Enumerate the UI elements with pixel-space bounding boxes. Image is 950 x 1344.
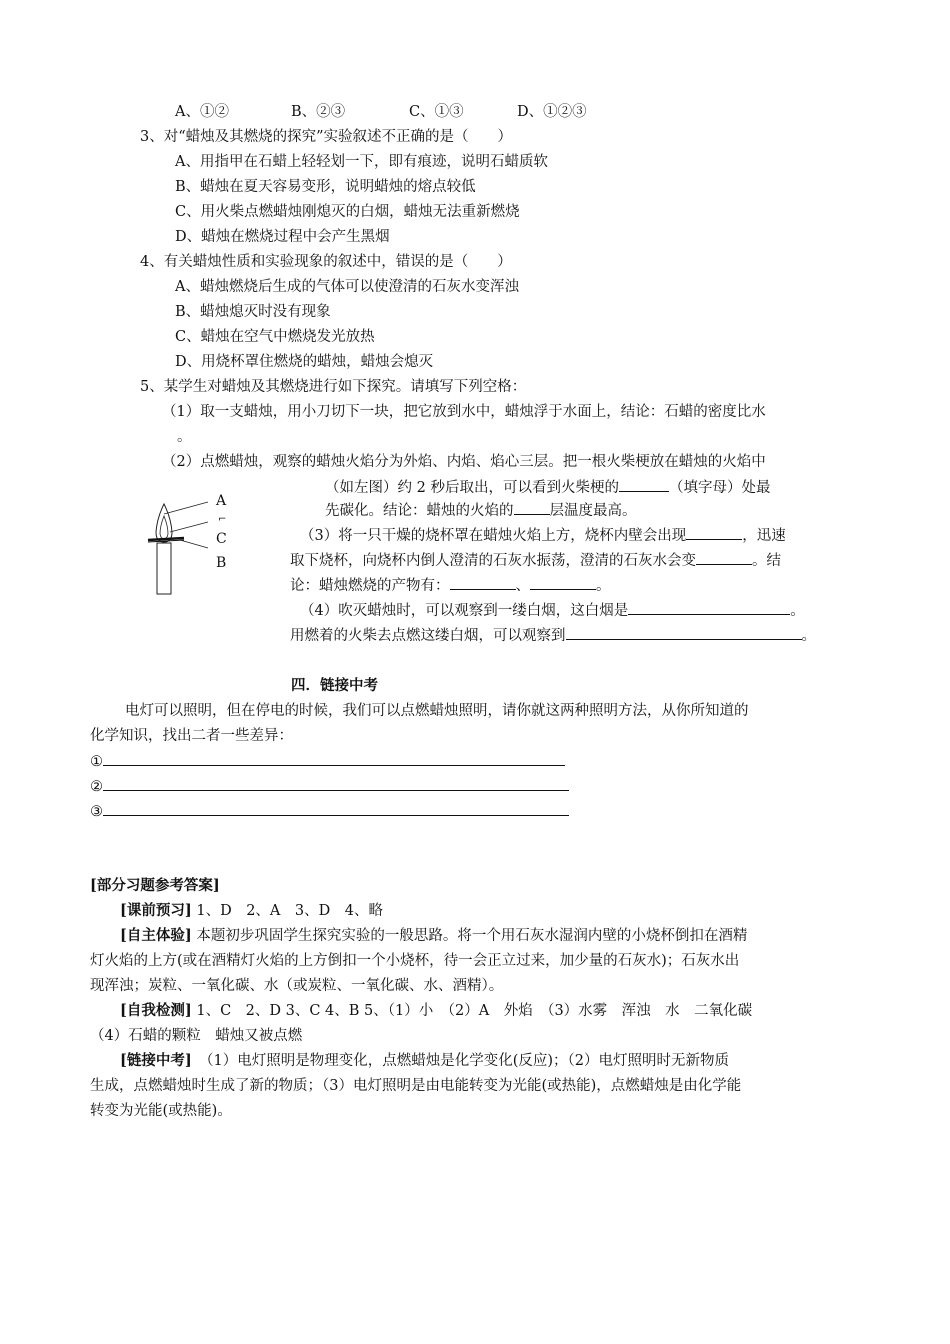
q2-option-b: B、②③ (291, 104, 346, 120)
q5-part3-line2b: 。结 (752, 553, 781, 569)
q5-part3-line1 (300, 525, 786, 546)
answers-self-line3: 现浑浊；炭粒、一氧化碳、水（或炭粒、一氧化碳、水、酒精）。 (90, 978, 504, 994)
q5-part1-line1: （1）取一支蜡烛，用小刀切下一块，把它放到水中，蜡烛浮于水面上，结论：石蜡的密度比水 (162, 404, 766, 420)
q5-part3-line2 (290, 550, 781, 571)
figure-label-a: A (216, 493, 227, 509)
q5-part4-line2b: 。 (801, 628, 816, 644)
q4-option-b: B、蜡烛熄灭时没有现象 (175, 304, 331, 320)
item-marker-1: ① (90, 754, 103, 770)
q3-stem: 3、对“蜡烛及其燃烧的探究”实验叙述不正确的是（ ） (140, 129, 513, 145)
q5-part2-line2 (325, 477, 770, 498)
q4-stem: 4、有关蜡烛性质和实验现象的叙述中，错误的是（ ） (140, 254, 512, 270)
candle-flame-icon (156, 504, 172, 542)
difference-blank-1[interactable] (103, 751, 565, 766)
q5-part3-line3a: 论：蜡烛燃烧的产物有： (290, 578, 450, 594)
q2-option-a: A、①② (175, 104, 229, 120)
link-label: [链接中考] (120, 1052, 192, 1069)
difference-item-2 (90, 776, 569, 797)
link-text-1: （1）电灯照明是物理变化，点燃蜡烛是化学变化(反应)；（2）电灯照明时无新物质 (191, 1053, 729, 1069)
difference-item-3 (90, 801, 569, 822)
blank-product-2[interactable] (530, 575, 596, 590)
q3-option-b: B、蜡烛在夏天容易变形，说明蜡烛的熔点较低 (175, 179, 476, 195)
q2-option-d: D、①②③ (517, 104, 587, 120)
q5-part2-line3b: 层温度最高。 (549, 503, 637, 519)
q3-option-a: A、用指甲在石蜡上轻轻划一下，即有痕迹，说明石蜡质软 (175, 154, 548, 170)
q4-option-d: D、用烧杯罩住燃烧的蜡烛，蜡烛会熄灭 (175, 354, 434, 370)
q4-option-c: C、蜡烛在空气中燃烧发光放热 (175, 329, 375, 345)
preview-label: [课前预习] (120, 902, 192, 919)
figure-label-b: B (216, 555, 227, 571)
q5-stem: 5、某学生对蜡烛及其燃烧进行如下探究。请填写下列空格： (140, 379, 527, 395)
self-label: [自主体验] (120, 927, 192, 944)
q5-part3-line3 (290, 575, 611, 596)
q3-option-d: D、蜡烛在燃烧过程中会产生黑烟 (175, 229, 390, 245)
section4-line1: 电灯可以照明，但在停电的时候，我们可以点燃蜡烛照明，请你就这两种照明方法，从你所知道的 (125, 703, 749, 719)
answers-title: [部分习题参考答案] (90, 877, 220, 894)
answers-self-line1 (120, 926, 747, 946)
self-text-1: 本题初步巩固学生探究实验的一般思路。将一个用石灰水湿润内壁的小烧杯倒扣在酒精 (191, 928, 748, 944)
figure-tick-mark: ⌐ (218, 514, 227, 525)
q5-part2-line3 (325, 500, 637, 521)
difference-blank-3[interactable] (103, 801, 569, 816)
section4-line2: 化学知识，找出二者一些差异： (90, 728, 293, 744)
answers-preview (120, 901, 383, 921)
item-marker-2: ② (90, 779, 103, 795)
answers-check-line1 (120, 1001, 752, 1021)
item-marker-3: ③ (90, 804, 103, 820)
q5-part3-line1b: ，迅速 (742, 528, 786, 544)
q5-part3-line2a: 取下烧杯，向烧杯内倒人澄清的石灰水振荡，澄清的石灰水会变 (290, 553, 696, 569)
q5-part4-line1 (300, 600, 805, 621)
blank-layer[interactable] (514, 500, 550, 515)
answers-link-line1 (120, 1051, 729, 1071)
q5-part3-line3c: 。 (596, 578, 611, 594)
blank-smoke[interactable] (628, 600, 790, 615)
answers-self-line2: 灯火焰的上方(或在酒精灯火焰的上方倒扣一个小烧杯，待一会正立过来，加少量的石灰水)；石灰水出 (90, 953, 740, 969)
q5-part1-line2: 。 (177, 429, 192, 445)
difference-blank-2[interactable] (103, 776, 569, 791)
blank-limewater[interactable] (696, 550, 752, 565)
q5-part2-line3a: 先碳化。结论：蜡烛的火焰的 (325, 503, 514, 519)
answers-check-line2: （4）石蜡的颗粒 蜡烛又被点燃 (90, 1028, 303, 1044)
candle-body-icon (157, 543, 171, 594)
q5-part4-line2a: 用燃着的火柴去点燃这缕白烟，可以观察到 (290, 628, 566, 644)
preview-text: 1、D 2、A 3、D 4、略 (191, 903, 383, 919)
q3-option-c: C、用火柴点燃蜡烛刚熄灭的白烟，蜡烛无法重新燃烧 (175, 204, 520, 220)
candle-figure (140, 488, 250, 598)
label-line-a (164, 502, 208, 514)
q4-option-a: A、蜡烛燃烧后生成的气体可以使澄清的石灰水变浑浊 (175, 279, 519, 295)
matchstick-icon (148, 538, 184, 542)
check-text-1: 1、C 2、D 3、C 4、B 5、（1）小 （2）A 外焰 （3）水雾 浑浊 水 二氧化碳 (191, 1003, 753, 1019)
check-label: [自我检测] (120, 1002, 192, 1019)
q2-option-c: C、①③ (409, 104, 464, 120)
answers-link-line2: 生成，点燃蜡烛时生成了新的物质；（3）电灯照明是由电能转变为光能(或热能)，点燃蜡烛是由化学能 (90, 1078, 742, 1094)
figure-label-c: C (216, 531, 227, 547)
q5-part2-line2b: （填字母）处最 (668, 480, 771, 496)
q5-part2-line1: （2）点燃蜡烛，观察的蜡烛火焰分为外焰、内焰、焰心三层。把一根火柴梗放在蜡烛的火焰中 (162, 454, 766, 470)
difference-item-1 (90, 751, 565, 772)
q5-part4-line1b: 。 (790, 603, 805, 619)
q5-part4-line1a: （4）吹灭蜡烛时，可以观察到一缕白烟，这白烟是 (300, 603, 629, 619)
q5-part3-line3b: 、 (515, 578, 530, 594)
blank-letter[interactable] (619, 477, 669, 492)
q5-part2-line2a: （如左图）约 2 秒后取出，可以看到火柴梗的 (325, 480, 619, 496)
section-title: 四．链接中考 (291, 678, 378, 694)
blank-phenomenon[interactable] (686, 525, 742, 540)
label-line-c (170, 522, 208, 532)
label-line-b (180, 540, 208, 548)
blank-product-1[interactable] (450, 575, 516, 590)
answers-link-line3: 转变为光能(或热能)。 (90, 1103, 232, 1119)
q5-part4-line2 (290, 625, 816, 646)
q5-part3-line1a: （3）将一只干燥的烧杯罩在蜡烛火焰上方，烧杯内壁会出现 (300, 528, 687, 544)
blank-observation[interactable] (566, 625, 802, 640)
